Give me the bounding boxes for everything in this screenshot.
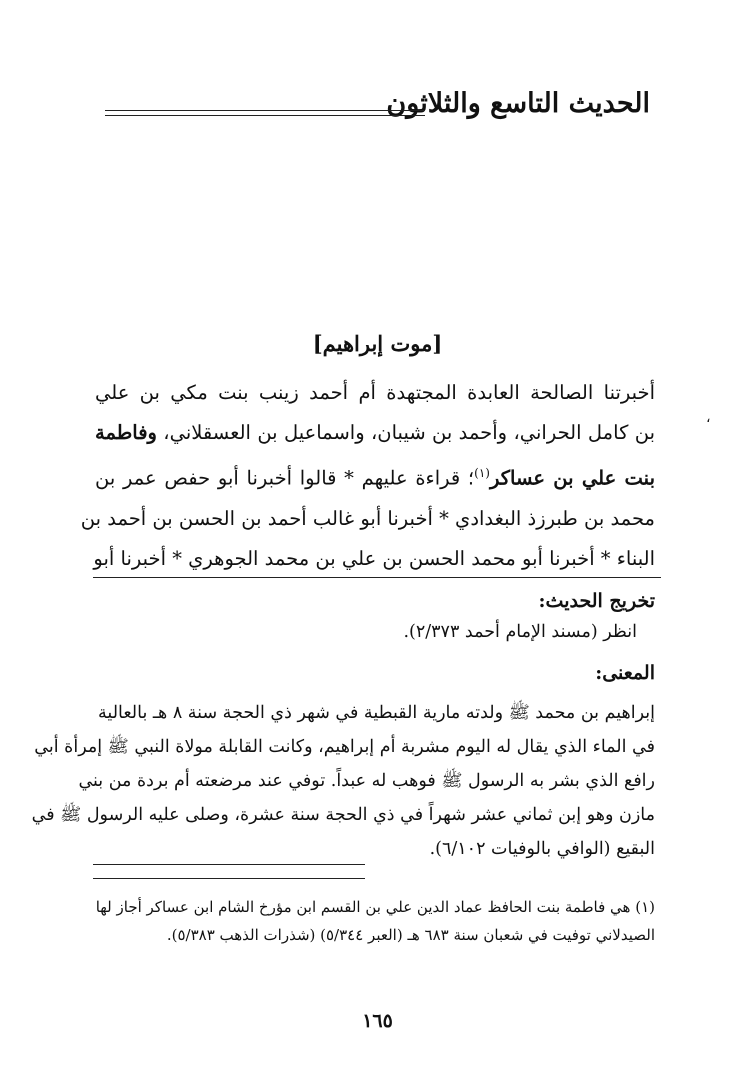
page-number: ١٦٥ xyxy=(362,1010,393,1032)
chapter-header xyxy=(105,88,650,128)
text-line xyxy=(95,413,655,453)
text-line: مازن وهو إبن ثماني عشر شهراً في ذي الحجة سنة عشرة، وصلى عليه الرسول ﷺ في xyxy=(31,805,655,825)
meaning-heading: المعنى: xyxy=(595,662,655,684)
bold-name: وفاطمة xyxy=(95,421,157,444)
text-line: إبراهيم بن محمد ﷺ ولدته مارية القبطية في شهر ذي الحجة سنة ٨ هـ بالعالية xyxy=(98,703,655,723)
bold-name: بنت علي بن عساكر xyxy=(489,466,655,490)
text-line xyxy=(95,453,655,499)
footnote-reference: (١) xyxy=(474,466,490,480)
text-line: في الماء الذي يقال له اليوم مشربة أم إبراهيم، وكانت القابلة مولاة النبي ﷺ إمرأة أبي xyxy=(34,737,655,757)
text-line: محمد بن طبرزذ البغدادي * أخبرنا أبو غالب أحمد بن الحسن بن أحمد بن xyxy=(80,506,655,530)
takhrij-heading: تخريج الحديث: xyxy=(538,590,655,612)
margin-mark: ، xyxy=(706,410,711,426)
text-segment: بن كامل الحراني، وأحمد بن شيبان، واسماعيل بن العسقلاني، xyxy=(156,421,655,444)
footnote-line: الصيدلاني توفيت في شعبان سنة ٦٨٣ هـ (العبر ٥/٣٤٤) (شذرات الذهب ٥/٣٨٣). xyxy=(166,926,655,944)
header-rule-top xyxy=(105,110,425,111)
text-line: أخبرتنا الصالحة العابدة المجتهدة أم أحمد زينب بنت مكي بن علي xyxy=(95,381,655,404)
chapter-title: الحديث التاسع والثلاثون xyxy=(386,88,650,119)
takhrij-text: انظر (مسند الإمام أحمد ٢/٣٧٣). xyxy=(403,622,637,642)
section-divider xyxy=(93,577,661,578)
meaning-text xyxy=(31,696,655,866)
footnote xyxy=(95,893,655,949)
text-line: رافع الذي بشر به الرسول ﷺ فوهب له عبداً. توفي عند مرضعته أم بردة من بني xyxy=(78,771,655,791)
text-segment: ؛ قراءة عليهم * قالوا أخبرنا أبو حفص عمر بن xyxy=(95,466,475,490)
footnote-divider-bottom xyxy=(93,878,365,879)
footnote-line: (١) هي فاطمة بنت الحافظ عماد الدين علي بن القسم ابن مؤرخ الشام ابن عساكر أجاز لها xyxy=(95,898,655,916)
text-line: البناء * أخبرنا أبو محمد الحسن بن علي بن محمد الجوهري * أخبرنا أبو xyxy=(93,546,655,570)
section-title: [موت إبراهيم] xyxy=(312,331,443,356)
text-line: البقيع (الوافي بالوفيات ٦/١٠٢). xyxy=(429,839,655,859)
footnote-divider-top xyxy=(93,864,365,865)
header-rule-bottom xyxy=(105,115,425,116)
hadith-chain-text xyxy=(80,373,655,579)
